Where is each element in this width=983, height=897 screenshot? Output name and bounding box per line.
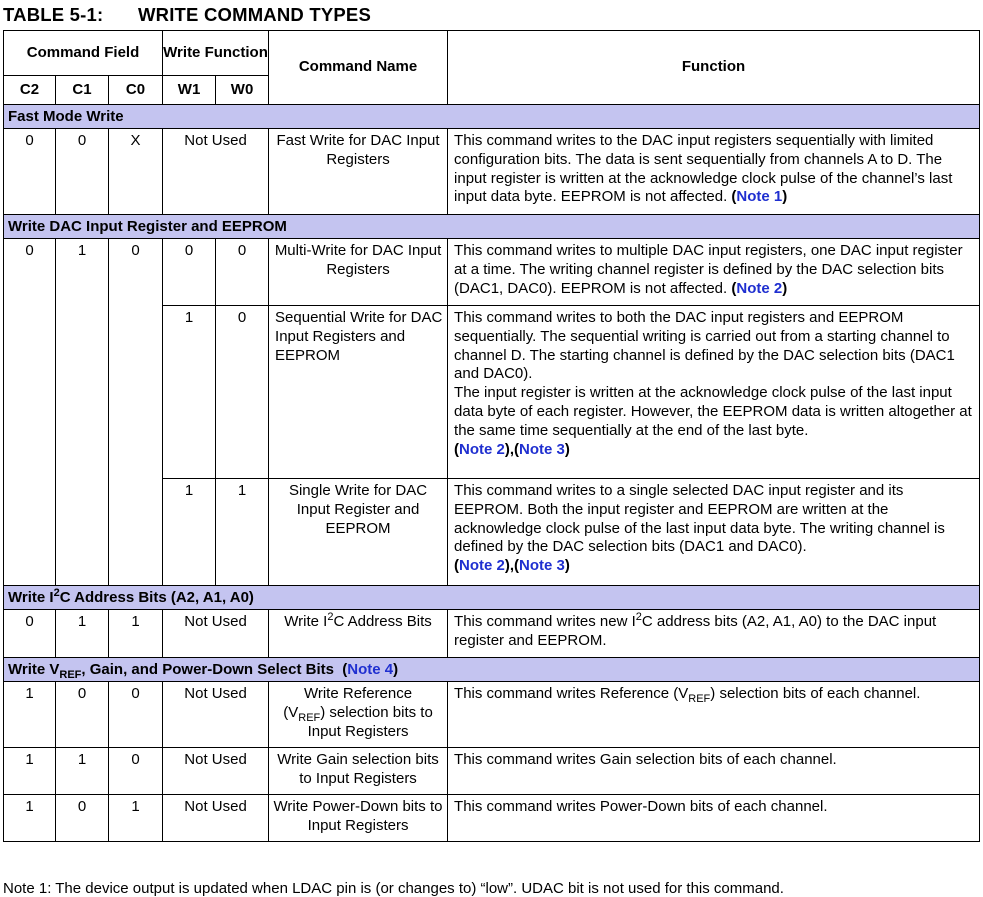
cell-command-name: Write Gain selection bits to Input Registers	[269, 748, 448, 795]
cell-c1: 1	[56, 610, 109, 658]
cell-function: This command writes Power-Down bits of each channel.	[448, 795, 980, 842]
table-row	[4, 748, 980, 795]
note-paren-open: (	[731, 188, 737, 206]
cell-command-name: Sequential Write for DAC Input Registers and EEPROM	[269, 306, 448, 479]
table-row	[4, 239, 980, 306]
header-c0: C0	[109, 76, 163, 105]
cell-c2: 1	[4, 748, 56, 795]
cell-c1: 0	[56, 682, 109, 748]
section-row	[4, 105, 980, 129]
footnote: Note 1: The device output is updated when LDAC pin is (or changes to) “low”. UDAC bit is not used for this command.	[3, 880, 784, 897]
subscript: REF	[59, 669, 82, 682]
section-text: C Address Bits (A2, A1, A0)	[59, 589, 254, 607]
cell-c1: 0	[56, 129, 109, 215]
table-row	[4, 129, 980, 215]
header-c1: C1	[56, 76, 109, 105]
cell-write-function: Not Used	[163, 795, 269, 842]
cell-write-function: Not Used	[163, 748, 269, 795]
header-w0: W0	[216, 76, 269, 105]
header-c2: C2	[4, 76, 56, 105]
section-text: Write I	[8, 589, 54, 607]
function-text-2: The input register is written at the acknowledge clock pulse of the last input data byte of each register. However, the EEPROM data is written altogether at the same time sequentially at the end of the last byte.	[454, 384, 972, 439]
note-paren-close: )	[782, 188, 788, 206]
superscript: 2	[53, 587, 60, 600]
name-text: ) selection bits to Input Registers	[307, 703, 433, 740]
function-text: ) selection bits of each channel.	[710, 685, 921, 702]
header-command-name: Command Name	[269, 31, 448, 105]
cell-w0: 0	[216, 306, 269, 479]
function-text: This command writes to a single selected DAC input register and its EEPROM. Both the input register and EEPROM are written at the acknowledge clock pulse of the last input data byte. The writing channel is defined by the DAC selection bits (DAC1 and DAC0).	[454, 482, 945, 556]
cell-w0: 0	[216, 239, 269, 306]
section-row	[4, 215, 980, 239]
cell-c0: 0	[109, 748, 163, 795]
section-write-vref-gain-power-down	[4, 658, 980, 682]
name-text: Write Reference	[303, 685, 413, 702]
subscript: REF	[298, 711, 321, 724]
name-text: C Address Bits	[333, 613, 432, 630]
subscript: REF	[688, 693, 711, 705]
section-text: , Gain, and Power-Down Select Bits (	[81, 661, 348, 679]
function-text: This command writes to multiple DAC input registers, one DAC input register at a time. The writing channel register is defined by the DAC selection bits (DAC1, DAC0). EEPROM is not affected.	[454, 242, 963, 297]
cell-write-function: Not Used	[163, 129, 269, 215]
cell-c1: 1	[56, 239, 109, 586]
cell-function	[448, 129, 980, 215]
cell-w0: 1	[216, 479, 269, 586]
cell-command-name	[269, 682, 448, 748]
table-row	[4, 610, 980, 658]
table-number: TABLE 5-1:	[3, 4, 104, 25]
cell-c1: 0	[56, 795, 109, 842]
note-2-link[interactable]: Note 2	[459, 557, 505, 575]
section-row	[4, 586, 980, 610]
function-text: This command writes new I	[454, 613, 636, 630]
cell-function	[448, 682, 980, 748]
table-title	[3, 4, 371, 26]
cell-c2: 0	[4, 129, 56, 215]
cell-command-name: Fast Write for DAC Input Registers	[269, 129, 448, 215]
header-write-function: Write Function	[163, 31, 269, 76]
function-text: C address bits (A2, A1, A0) to the DAC input register and EEPROM.	[454, 613, 937, 649]
section-row	[4, 658, 980, 682]
cell-w1: 1	[163, 306, 216, 479]
header-command-field: Command Field	[4, 31, 163, 76]
note-1-link[interactable]: Note 1	[736, 188, 783, 206]
superscript: 2	[635, 611, 642, 623]
cell-c1: 1	[56, 748, 109, 795]
cell-c0: 1	[109, 610, 163, 658]
note-4-link[interactable]: Note 4	[347, 661, 394, 679]
section-write-i2c-address-bits	[4, 586, 980, 610]
cell-c2: 1	[4, 795, 56, 842]
cell-w1: 0	[163, 239, 216, 306]
note-paren-close: )	[782, 279, 788, 297]
cell-command-name: Multi-Write for DAC Input Registers	[269, 239, 448, 306]
table-row	[4, 795, 980, 842]
function-text: This command writes to the DAC input registers sequentially with limited configuration bits. The data is sent sequentially from channels A to D. The input register is written at the acknowledge clock pulse of the channel’s last input data byte. EEPROM is not affected.	[454, 132, 953, 206]
cell-c0: 0	[109, 239, 163, 586]
section-fast-mode-write: Fast Mode Write	[4, 105, 980, 129]
cell-c0: 0	[109, 682, 163, 748]
section-text: Write V	[8, 661, 60, 679]
cell-c2: 0	[4, 239, 56, 586]
cell-function: This command writes Gain selection bits of each channel.	[448, 748, 980, 795]
function-text: This command writes Reference (V	[454, 685, 689, 702]
cell-function	[448, 479, 980, 586]
notes-ref: (Note 2),(Note 3)	[454, 440, 570, 458]
cell-c2: 0	[4, 610, 56, 658]
header-function: Function	[448, 31, 980, 105]
note-paren-open: (	[731, 279, 737, 297]
cell-function	[448, 239, 980, 306]
write-command-types-table	[3, 30, 980, 842]
name-text: (V	[283, 703, 299, 721]
section-text: )	[393, 661, 399, 679]
note-2-link[interactable]: Note 2	[736, 279, 783, 297]
cell-c0: 1	[109, 795, 163, 842]
name-text: Write I	[284, 613, 328, 630]
cell-command-name	[269, 610, 448, 658]
cell-function	[448, 610, 980, 658]
cell-c2: 1	[4, 682, 56, 748]
cell-write-function: Not Used	[163, 682, 269, 748]
cell-command-name: Write Power-Down bits to Input Registers	[269, 795, 448, 842]
section-write-dac-input-register: Write DAC Input Register and EEPROM	[4, 215, 980, 239]
header-w1: W1	[163, 76, 216, 105]
cell-c0: X	[109, 129, 163, 215]
cell-w1: 1	[163, 479, 216, 586]
note-3-link[interactable]: Note 3	[519, 557, 565, 575]
function-text: This command writes to both the DAC input registers and EEPROM sequentially. The sequential writing is carried out from a starting channel to channel D. The starting channel is defined by the DAC selection bits (DAC1 and DAC0).	[454, 309, 955, 383]
table-title-text: WRITE COMMAND TYPES	[138, 4, 371, 25]
note-2-link[interactable]: Note 2	[459, 440, 505, 458]
notes-ref: (Note 2),(Note 3)	[454, 557, 570, 575]
cell-command-name: Single Write for DAC Input Register and EEPROM	[269, 479, 448, 586]
superscript: 2	[327, 611, 334, 623]
note-3-link[interactable]: Note 3	[519, 440, 565, 458]
table-row	[4, 682, 980, 748]
cell-function	[448, 306, 980, 479]
cell-write-function: Not Used	[163, 610, 269, 658]
header-row	[4, 31, 980, 76]
